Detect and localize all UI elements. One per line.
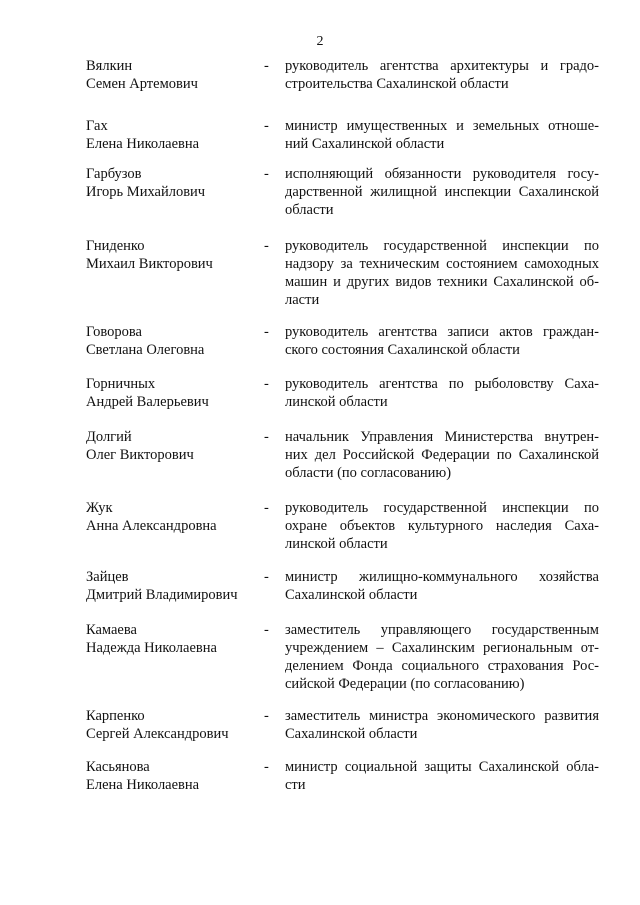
member-name: [86, 165, 266, 201]
member-name: [86, 568, 266, 604]
position-line: руководитель агентства по рыболовству Саха-: [285, 376, 599, 392]
member-name: [86, 237, 266, 273]
member-given-names: Елена Николаевна: [86, 136, 200, 152]
member-position: [285, 237, 599, 309]
member-given-names: Дмитрий Владимирович: [86, 587, 238, 603]
member-given-names: Сергей Александрович: [86, 726, 229, 742]
member-surname: Вялкин: [86, 58, 133, 74]
position-line: министр жилищно-коммунального хозяйства: [285, 569, 599, 585]
member-position: [285, 375, 599, 411]
member-surname: Жук: [86, 500, 113, 516]
member-surname: Долгий: [86, 429, 132, 445]
position-line: руководитель государственной инспекции по: [285, 238, 599, 254]
position-line: делением Фонда социального страхования Рос-: [285, 658, 599, 674]
member-surname: Касьянова: [86, 759, 150, 775]
member-surname: Гарбузов: [86, 166, 142, 182]
dash-separator: -: [264, 376, 269, 392]
position-line: области: [285, 202, 334, 218]
member-name: [86, 758, 266, 794]
member-surname: Говорова: [86, 324, 142, 340]
position-line: Сахалинской области: [285, 587, 418, 603]
position-line: строительства Сахалинской области: [285, 76, 509, 92]
member-surname: Зайцев: [86, 569, 129, 585]
member-given-names: Надежда Николаевна: [86, 640, 217, 656]
position-line: ний Сахалинской области: [285, 136, 445, 152]
dash-separator: -: [264, 622, 269, 638]
page-number: 2: [316, 34, 324, 49]
member-name: [86, 707, 266, 743]
position-line: руководитель агентства записи актов граждан-: [285, 324, 599, 340]
position-line: министр имущественных и земельных отноше-: [285, 118, 599, 134]
position-line: области (по согласованию): [285, 465, 452, 481]
member-name: [86, 57, 266, 93]
member-given-names: Игорь Михайлович: [86, 184, 206, 200]
member-given-names: Анна Александровна: [86, 518, 217, 534]
member-position: [285, 568, 599, 604]
position-line: руководитель государственной инспекции по: [285, 500, 599, 516]
member-name: [86, 375, 266, 411]
dash-separator: -: [264, 708, 269, 724]
member-position: [285, 117, 599, 153]
position-line: дарственной жилищной инспекции Сахалинской: [285, 184, 599, 200]
dash-separator: -: [264, 569, 269, 585]
position-line: Сахалинской области: [285, 726, 418, 742]
member-name: [86, 323, 266, 359]
position-line: машин и других видов техники Сахалинской об-: [285, 274, 599, 290]
member-name: [86, 428, 266, 464]
member-position: [285, 165, 599, 219]
member-given-names: Андрей Валерьевич: [86, 394, 209, 410]
position-line: линской области: [285, 394, 388, 410]
position-line: исполняющий обязанности руководителя госу-: [285, 166, 599, 182]
member-position: [285, 428, 599, 482]
member-position: [285, 499, 599, 553]
member-position: [285, 57, 599, 93]
dash-separator: -: [264, 118, 269, 134]
position-line: начальник Управления Министерства внутрен-: [285, 429, 599, 445]
member-given-names: Олег Викторович: [86, 447, 194, 463]
member-name: [86, 621, 266, 657]
member-given-names: Михаил Викторович: [86, 256, 213, 272]
member-surname: Гах: [86, 118, 108, 134]
position-line: охране объектов культурного наследия Саха-: [285, 518, 599, 534]
position-line: министр социальной защиты Сахалинской обла-: [285, 759, 599, 775]
position-line: них дел Российской Федерации по Сахалинской: [285, 447, 599, 463]
member-position: [285, 621, 599, 693]
position-line: надзору за техническим состоянием самоходных: [285, 256, 599, 272]
member-given-names: Елена Николаевна: [86, 777, 200, 793]
position-line: заместитель управляющего государственным: [285, 622, 599, 638]
position-line: заместитель министра экономического развития: [285, 708, 599, 724]
position-line: руководитель агентства архитектуры и градо-: [285, 58, 599, 74]
member-position: [285, 758, 599, 794]
dash-separator: -: [264, 238, 269, 254]
member-surname: Гниденко: [86, 238, 145, 254]
member-surname: Горничных: [86, 376, 156, 392]
member-surname: Карпенко: [86, 708, 145, 724]
member-given-names: Семен Артемович: [86, 76, 198, 92]
member-given-names: Светлана Олеговна: [86, 342, 205, 358]
dash-separator: -: [264, 166, 269, 182]
position-line: сти: [285, 777, 306, 793]
dash-separator: -: [264, 429, 269, 445]
position-line: ласти: [285, 292, 320, 308]
position-line: ского состояния Сахалинской области: [285, 342, 520, 358]
dash-separator: -: [264, 759, 269, 775]
member-name: [86, 499, 266, 535]
position-line: линской области: [285, 536, 388, 552]
position-line: сийской Федерации (по согласованию): [285, 676, 525, 692]
dash-separator: -: [264, 58, 269, 74]
dash-separator: -: [264, 324, 269, 340]
member-name: [86, 117, 266, 153]
position-line: учреждением – Сахалинским региональным от-: [285, 640, 599, 656]
member-position: [285, 323, 599, 359]
member-position: [285, 707, 599, 743]
dash-separator: -: [264, 500, 269, 516]
member-surname: Камаева: [86, 622, 137, 638]
